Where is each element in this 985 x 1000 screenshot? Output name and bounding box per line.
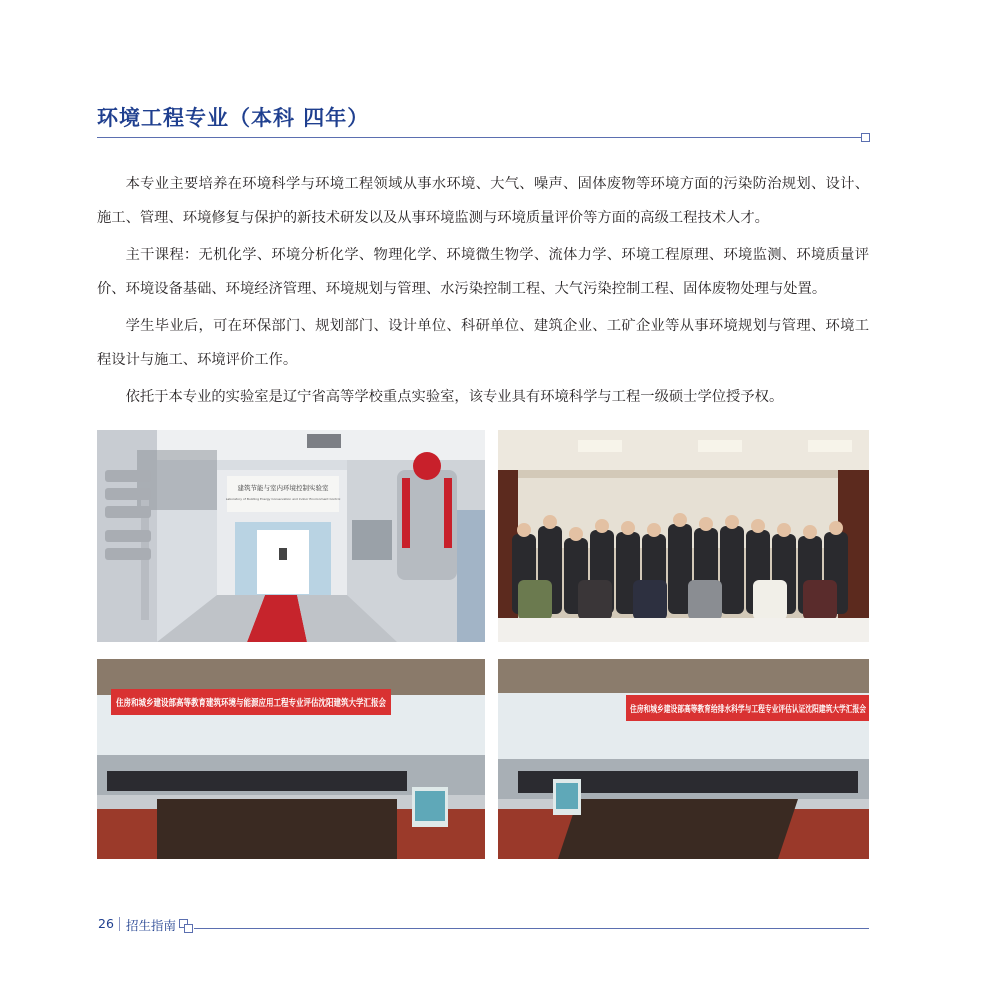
photo-group-delegation [498, 430, 869, 642]
paragraph-laboratory: 依托于本专业的实验室是辽宁省高等学校重点实验室，该专业具有环境科学与工程一级硕士学位授予权。 [125, 389, 784, 405]
lab-sign-text: 建筑节能与室内环境控制实验室 [237, 484, 329, 492]
page-title: 环境工程专业（本科 四年） [97, 106, 370, 130]
photo-evaluation-meeting-1 [97, 659, 485, 859]
meeting-banner-2: 住房和城乡建设部高等教育给排水科学与工程专业评估认证沈阳建筑大学汇报会 [630, 705, 946, 715]
title-divider [97, 137, 861, 138]
title-divider-end-box [861, 133, 870, 142]
footer-separator [119, 917, 120, 931]
body-text [97, 167, 869, 417]
paragraph-careers: 学生毕业后，可在环保部门、规划部门、设计单位、科研单位、建筑企业、工矿企业等从事环境规划与管理、环境工程设计与施工、环境评价工作。 [97, 318, 869, 368]
footer-section-label: 招生指南 [126, 918, 177, 933]
meeting-banner-1: 住房和城乡建设部高等教育建筑环境与能源应用工程专业评估沈阳建筑大学汇报会 [116, 698, 459, 709]
photo-laboratory-entrance [97, 430, 485, 642]
lab-sign-subtext: Laboratory of Building Energy Conservation and Indoor Environment Control [225, 497, 341, 501]
paragraph-overview: 本专业主要培养在环境科学与环境工程领域从事水环境、大气、噪声、固体废物等环境方面的污染防治规划、设计、施工、管理、环境修复与保护的新技术研发以及从事环境监测与环境质量评价等方面的高级工程技术人才。 [97, 176, 869, 226]
paragraph-courses: 主干课程：无机化学、环境分析化学、物理化学、环境微生物学、流体力学、环境工程原理、环境监测、环境质量评价、环境设备基础、环境经济管理、环境规划与管理、水污染控制工程、大气污染控制工程、固体废物处理与处置。 [97, 247, 869, 297]
footer-divider [194, 928, 869, 929]
page-number: 26 [98, 916, 114, 931]
squares-icon [179, 918, 195, 932]
photo-evaluation-meeting-2 [498, 659, 946, 859]
